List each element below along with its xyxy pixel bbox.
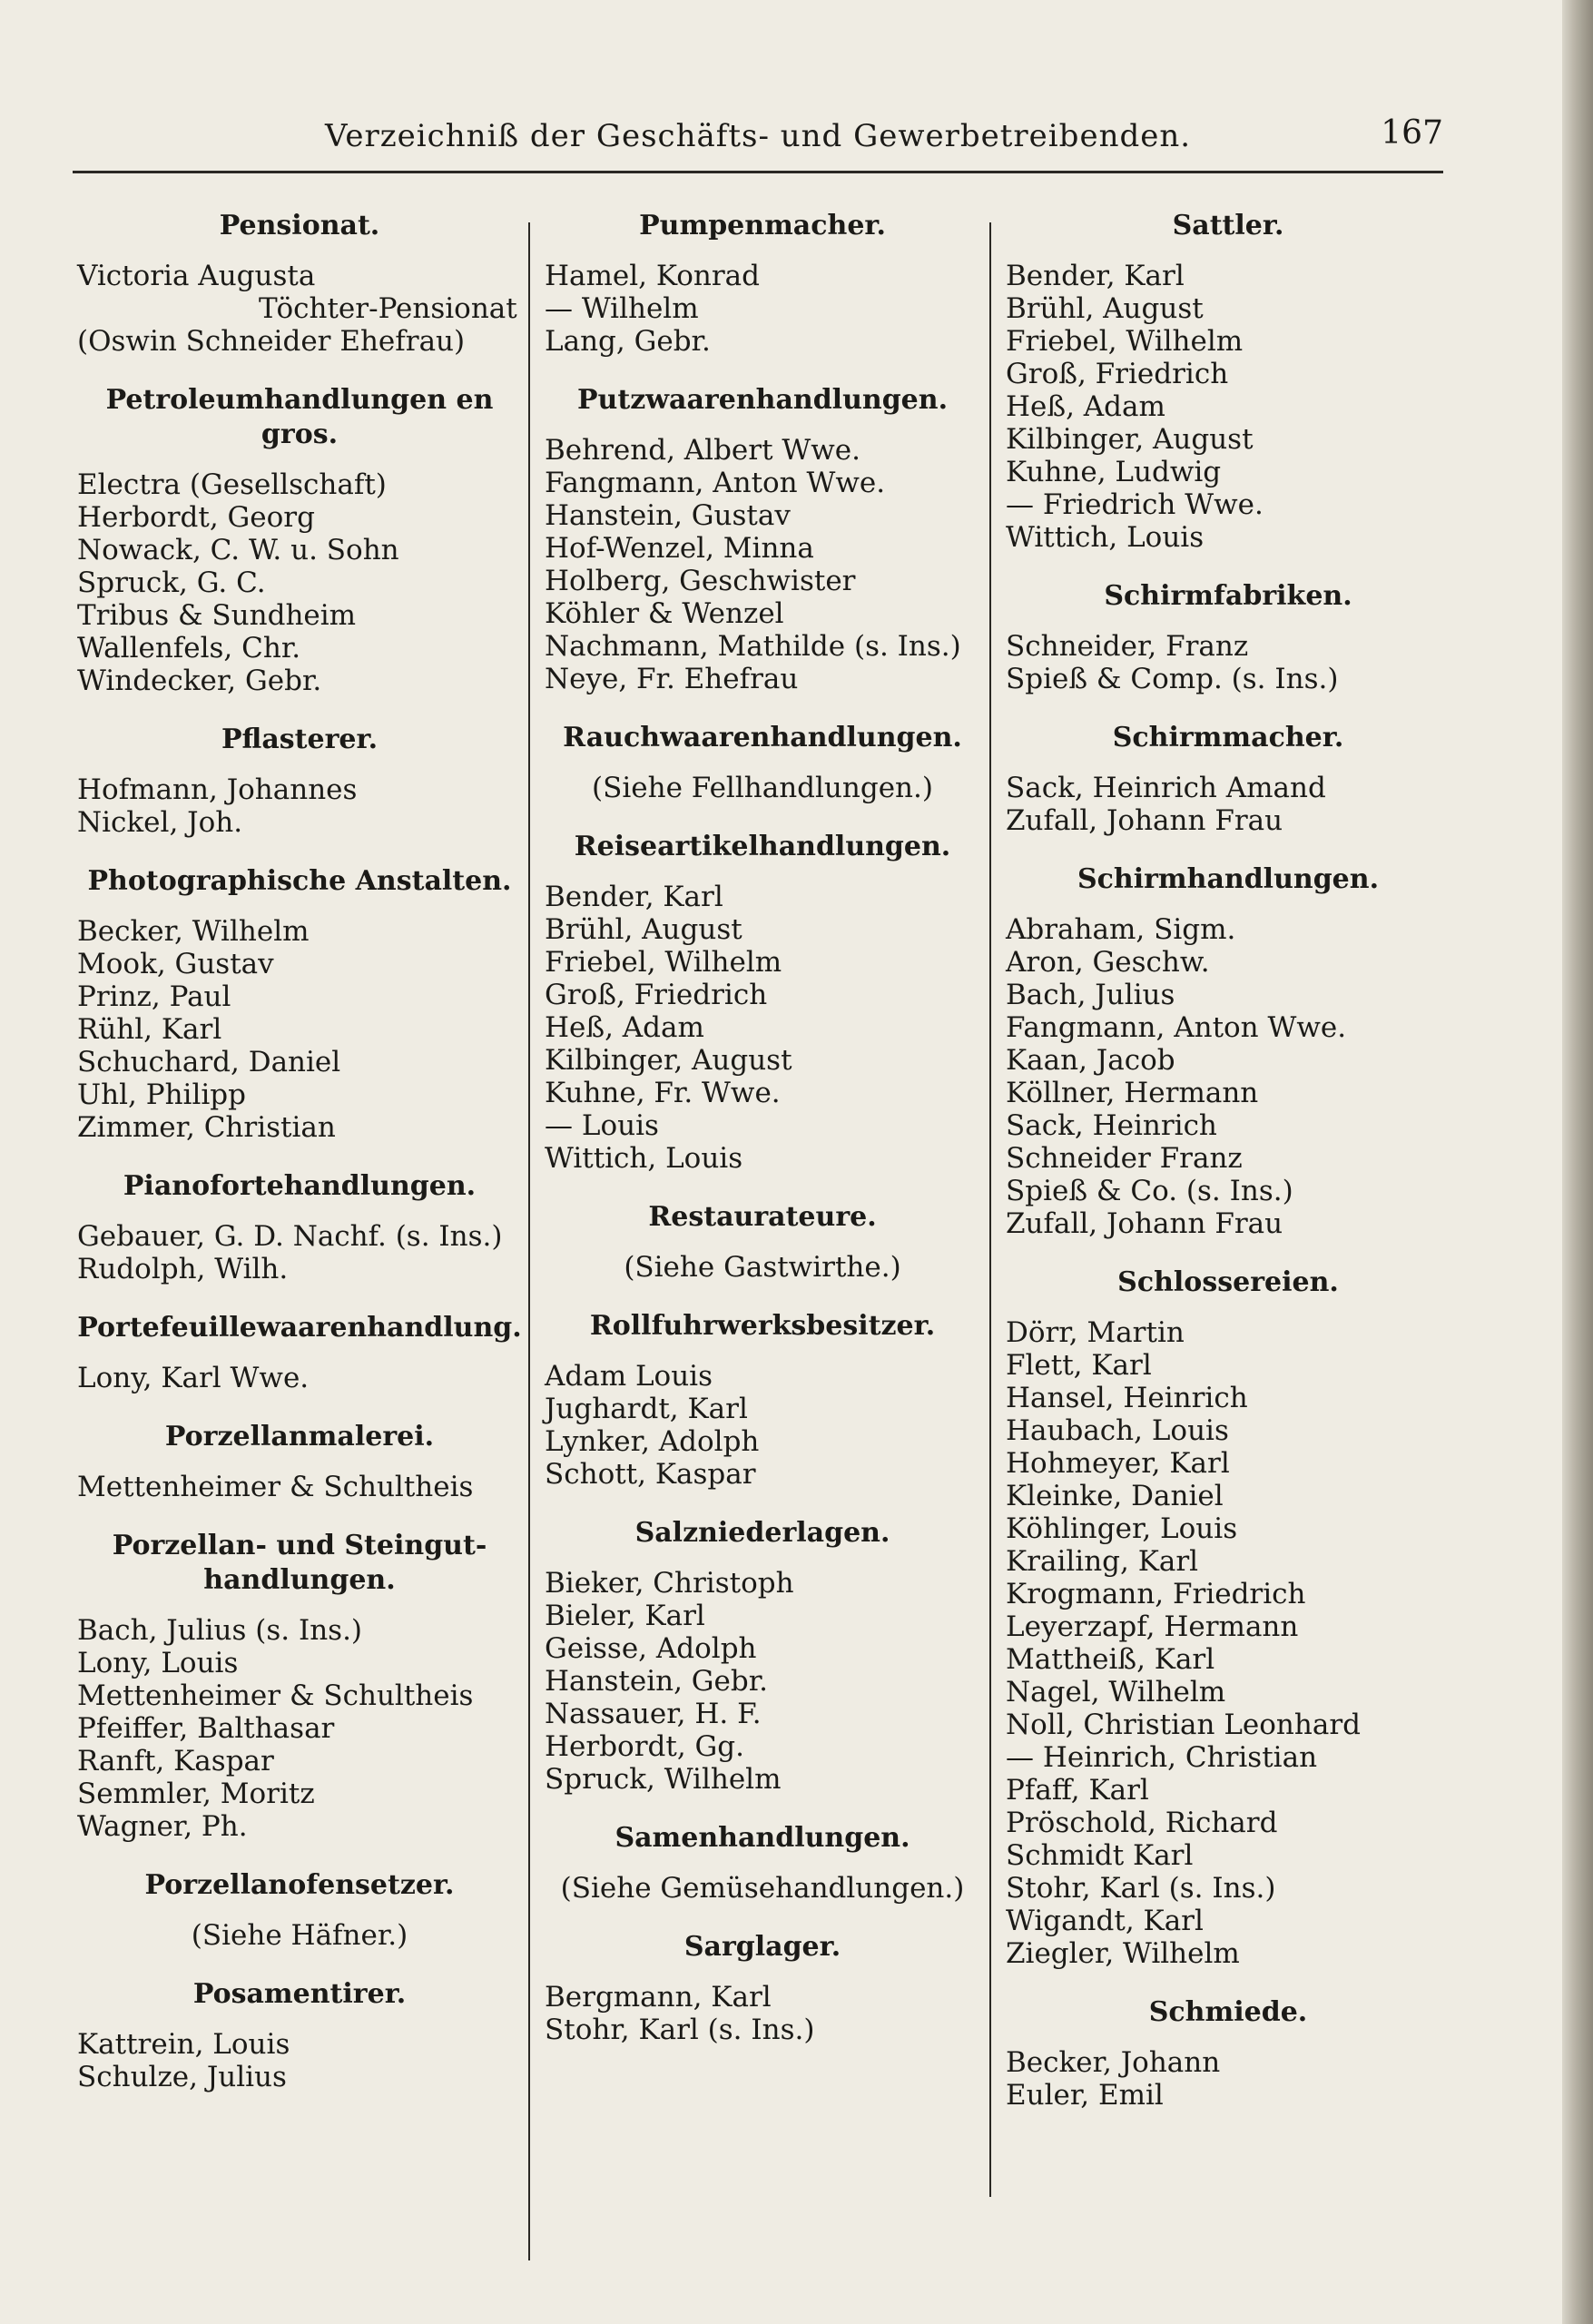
directory-entry: Spieß & Comp. (s. Ins.) [1006, 663, 1339, 695]
directory-entry: Ranft, Kaspar [77, 1745, 274, 1777]
directory-section [77, 383, 522, 697]
section-heading: Rollfuhrwerksbesitzer. [589, 1310, 936, 1342]
directory-section [77, 1977, 522, 2093]
directory-entry: Wagner, Ph. [77, 1810, 248, 1843]
directory-entry: — Friedrich Wwe. [1006, 488, 1264, 521]
directory-entry: Semmler, Moritz [77, 1777, 315, 1810]
directory-entry: Becker, Wilhelm [77, 915, 310, 948]
directory-entry: Spieß & Co. (s. Ins.) [1006, 1175, 1293, 1207]
directory-entry: Spruck, G. C. [77, 566, 266, 599]
directory-entry: Aron, Geschw. [1006, 946, 1210, 979]
directory-section [77, 209, 522, 358]
directory-entry: Bach, Julius [1006, 979, 1175, 1011]
directory-entry: — Wilhelm [545, 292, 699, 325]
directory-entry: Herbordt, Gg. [545, 1730, 744, 1763]
directory-section [545, 1930, 980, 2046]
directory-section [1006, 862, 1450, 1240]
section-heading: Pflasterer. [221, 724, 379, 755]
section-heading: Schmiede. [1148, 1996, 1308, 2028]
page-edge-shadow [1562, 0, 1593, 2324]
section-heading: Schirmhandlungen. [1077, 863, 1380, 895]
directory-section [77, 1868, 522, 1952]
directory-entry: Kattrein, Louis [77, 2028, 290, 2061]
section-heading: Porzellan- und Steingut- handlungen. [112, 1530, 487, 1596]
directory-entry: Stohr, Karl (s. Ins.) [545, 2014, 815, 2046]
section-heading: Reiseartikelhandlungen. [574, 831, 951, 862]
directory-entry: Schneider Franz [1006, 1142, 1243, 1175]
directory-entry: Nassauer, H. F. [545, 1698, 762, 1730]
section-heading: Petroleumhandlungen en gros. [105, 384, 494, 450]
directory-entry: Kilbinger, August [545, 1044, 792, 1077]
directory-entry: (Siehe Fellhandlungen.) [592, 772, 933, 804]
directory-entry: Krogmann, Friedrich [1006, 1578, 1306, 1610]
directory-entry: Köllner, Hermann [1006, 1077, 1259, 1109]
directory-entry: Jughardt, Karl [545, 1393, 748, 1425]
directory-entry: Sack, Heinrich [1006, 1109, 1217, 1142]
directory-entry: Kleinke, Daniel [1006, 1480, 1224, 1512]
directory-entry: Zufall, Johann Frau [1006, 1207, 1283, 1240]
directory-entry: — Heinrich, Christian [1006, 1741, 1318, 1774]
directory-entry: Euler, Emil [1006, 2079, 1164, 2112]
directory-entry: Pfaff, Karl [1006, 1774, 1149, 1807]
section-heading: Samenhandlungen. [615, 1822, 910, 1854]
directory-entry: Fangmann, Anton Wwe. [1006, 1011, 1347, 1044]
directory-entry: Holberg, Geschwister [545, 565, 856, 597]
directory-entry: Behrend, Albert Wwe. [545, 434, 860, 467]
directory-entry: Lony, Louis [77, 1647, 239, 1679]
header-rule [73, 171, 1443, 173]
directory-entry: Hohmeyer, Karl [1006, 1447, 1230, 1480]
directory-entry: (Siehe Häfner.) [191, 1919, 408, 1952]
directory-entry: Mattheiß, Karl [1006, 1643, 1215, 1676]
directory-entry: Schneider, Franz [1006, 630, 1249, 663]
directory-section [545, 383, 980, 695]
directory-section [545, 830, 980, 1175]
directory-section [545, 1200, 980, 1284]
section-heading: Pumpenmacher. [639, 210, 886, 241]
directory-entry: Rudolph, Wilh. [77, 1253, 289, 1285]
directory-entry: Wittich, Louis [1006, 521, 1205, 554]
directory-entry: Groß, Friedrich [545, 979, 768, 1011]
section-heading: Restaurateure. [648, 1201, 877, 1233]
directory-entry: Nachmann, Mathilde (s. Ins.) [545, 630, 961, 663]
directory-entry: Ziegler, Wilhelm [1006, 1937, 1240, 1970]
directory-entry: Zufall, Johann Frau [1006, 804, 1283, 837]
directory-entry: Rühl, Karl [77, 1013, 222, 1046]
directory-entry: Friebel, Wilhelm [545, 946, 782, 979]
section-heading: Salzniederlagen. [634, 1517, 890, 1549]
directory-entry: Haubach, Louis [1006, 1414, 1229, 1447]
directory-entry: Dörr, Martin [1006, 1316, 1185, 1349]
directory-entry: Köhler & Wenzel [545, 597, 784, 630]
directory-entry: Schott, Kaspar [545, 1458, 756, 1491]
page-number: 167 [1381, 114, 1443, 152]
column-divider-2 [989, 222, 991, 2197]
directory-entry: Fangmann, Anton Wwe. [545, 467, 886, 499]
directory-entry: Kuhne, Ludwig [1006, 456, 1222, 488]
directory-entry: Kilbinger, August [1006, 423, 1254, 456]
directory-section [545, 1309, 980, 1491]
section-heading: Pianofortehandlungen. [123, 1170, 477, 1202]
directory-entry: Bergmann, Karl [545, 1981, 772, 2014]
directory-entry: Tribus & Sundheim [77, 599, 357, 632]
directory-entry: Krailing, Karl [1006, 1545, 1199, 1578]
directory-entry: (Siehe Gastwirthe.) [624, 1251, 901, 1284]
directory-entry: Bieler, Karl [545, 1600, 705, 1632]
directory-entry: Leyerzapf, Hermann [1006, 1610, 1299, 1643]
directory-section [77, 864, 522, 1144]
directory-entry: Spruck, Wilhelm [545, 1763, 782, 1796]
section-heading: Posamentirer. [192, 1978, 407, 2010]
directory-section [545, 721, 980, 804]
directory-section [545, 209, 980, 358]
directory-section [1006, 209, 1450, 554]
directory-entry: (Oswin Schneider Ehefrau) [77, 325, 466, 358]
section-heading: Rauchwaarenhandlungen. [563, 722, 962, 753]
directory-entry: Mook, Gustav [77, 948, 274, 980]
directory-section [1006, 721, 1450, 837]
directory-entry: Köhlinger, Louis [1006, 1512, 1238, 1545]
directory-entry: Geisse, Adolph [545, 1632, 757, 1665]
directory-section [1006, 1995, 1450, 2112]
directory-entry: Friebel, Wilhelm [1006, 325, 1244, 358]
directory-entry: Bieker, Christoph [545, 1567, 794, 1600]
section-heading: Putzwaarenhandlungen. [576, 384, 949, 416]
directory-entry: Lang, Gebr. [545, 325, 711, 358]
directory-entry: Lynker, Adolph [545, 1425, 760, 1458]
directory-entry: Electra (Gesellschaft) [77, 468, 387, 501]
directory-section [77, 1529, 522, 1843]
directory-entry: Kaan, Jacob [1006, 1044, 1175, 1077]
directory-entry: Kuhne, Fr. Wwe. [545, 1077, 781, 1109]
directory-entry: Hofmann, Johannes [77, 773, 358, 806]
directory-column-2 [545, 200, 980, 2072]
directory-entry: Noll, Christian Leonhard [1006, 1709, 1361, 1741]
directory-entry: Becker, Johann [1006, 2046, 1221, 2079]
directory-entry: Heß, Adam [545, 1011, 704, 1044]
directory-entry: Töchter-Pensionat [259, 292, 517, 325]
directory-entry: Stohr, Karl (s. Ins.) [1006, 1872, 1276, 1905]
directory-entry: Hanstein, Gustav [545, 499, 791, 532]
directory-entry: Pfeiffer, Balthasar [77, 1712, 335, 1745]
section-heading: Porzellanofensetzer. [144, 1869, 455, 1901]
directory-entry: Nowack, C. W. u. Sohn [77, 534, 399, 566]
directory-section [77, 1311, 522, 1394]
directory-section [77, 1420, 522, 1503]
directory-entry: Windecker, Gebr. [77, 665, 322, 697]
directory-entry: Schuchard, Daniel [77, 1046, 341, 1078]
section-heading: Sattler. [1172, 210, 1284, 241]
section-heading: Pensionat. [219, 210, 380, 241]
directory-entry: Brühl, August [1006, 292, 1204, 325]
directory-entry: Hamel, Konrad [545, 260, 760, 292]
running-title: Verzeichniß der Geschäfts- und Gewerbetreibenden. [324, 118, 1192, 154]
directory-section [1006, 579, 1450, 695]
section-heading: Schirmfabriken. [1104, 580, 1352, 612]
directory-entry: Heß, Adam [1006, 390, 1165, 423]
directory-entry: Wigandt, Karl [1006, 1905, 1204, 1937]
directory-section [77, 723, 522, 839]
directory-entry: (Siehe Gemüsehandlungen.) [560, 1872, 965, 1905]
directory-entry: Abraham, Sigm. [1006, 913, 1236, 946]
directory-entry: Hanstein, Gebr. [545, 1665, 769, 1698]
directory-entry: Bender, Karl [1006, 260, 1185, 292]
directory-entry: Uhl, Philipp [77, 1078, 246, 1111]
directory-entry: Schulze, Julius [77, 2061, 287, 2093]
directory-entry: Hof-Wenzel, Minna [545, 532, 814, 565]
directory-entry: Lony, Karl Wwe. [77, 1362, 310, 1394]
directory-entry: Zimmer, Christian [77, 1111, 336, 1144]
directory-entry: Hansel, Heinrich [1006, 1382, 1248, 1414]
section-heading: Schirmmacher. [1112, 722, 1344, 753]
section-heading: Schlossereien. [1117, 1266, 1339, 1298]
directory-entry: Bach, Julius (s. Ins.) [77, 1614, 363, 1647]
directory-entry: Brühl, August [545, 913, 742, 946]
directory-section [545, 1516, 980, 1796]
directory-entry: Adam Louis [545, 1360, 713, 1393]
directory-entry: Wittich, Louis [545, 1142, 743, 1175]
directory-entry: Groß, Friedrich [1006, 358, 1229, 390]
directory-entry: Nagel, Wilhelm [1006, 1676, 1226, 1709]
directory-entry: Mettenheimer & Schultheis [77, 1471, 474, 1503]
directory-entry: Gebauer, G. D. Nachf. (s. Ins.) [77, 1220, 503, 1253]
section-heading: Porzellanmalerei. [164, 1421, 435, 1452]
section-heading: Photographische Anstalten. [87, 865, 512, 897]
column-divider-1 [528, 222, 530, 2260]
directory-section [1006, 1265, 1450, 1970]
directory-entry: Victoria Augusta [77, 260, 316, 292]
section-heading: Portefeuillewaarenhandlung. [77, 1312, 522, 1344]
directory-section [545, 1821, 980, 1905]
directory-entry: Bender, Karl [545, 881, 723, 913]
directory-entry: Wallenfels, Chr. [77, 632, 301, 665]
directory-section [77, 1169, 522, 1285]
section-heading: Sarglager. [683, 1931, 841, 1963]
directory-entry: Flett, Karl [1006, 1349, 1152, 1382]
directory-entry: — Louis [545, 1109, 659, 1142]
directory-column-3 [1006, 200, 1450, 2137]
directory-entry: Nickel, Joh. [77, 806, 243, 839]
directory-entry: Prinz, Paul [77, 980, 231, 1013]
directory-entry: Sack, Heinrich Amand [1006, 772, 1326, 804]
directory-entry: Mettenheimer & Schultheis [77, 1679, 474, 1712]
directory-entry: Herbordt, Georg [77, 501, 315, 534]
directory-column-1 [77, 200, 522, 2119]
page-header [73, 109, 1443, 163]
directory-entry: Neye, Fr. Ehefrau [545, 663, 799, 695]
directory-entry: Schmidt Karl [1006, 1839, 1194, 1872]
directory-entry: Pröschold, Richard [1006, 1807, 1278, 1839]
